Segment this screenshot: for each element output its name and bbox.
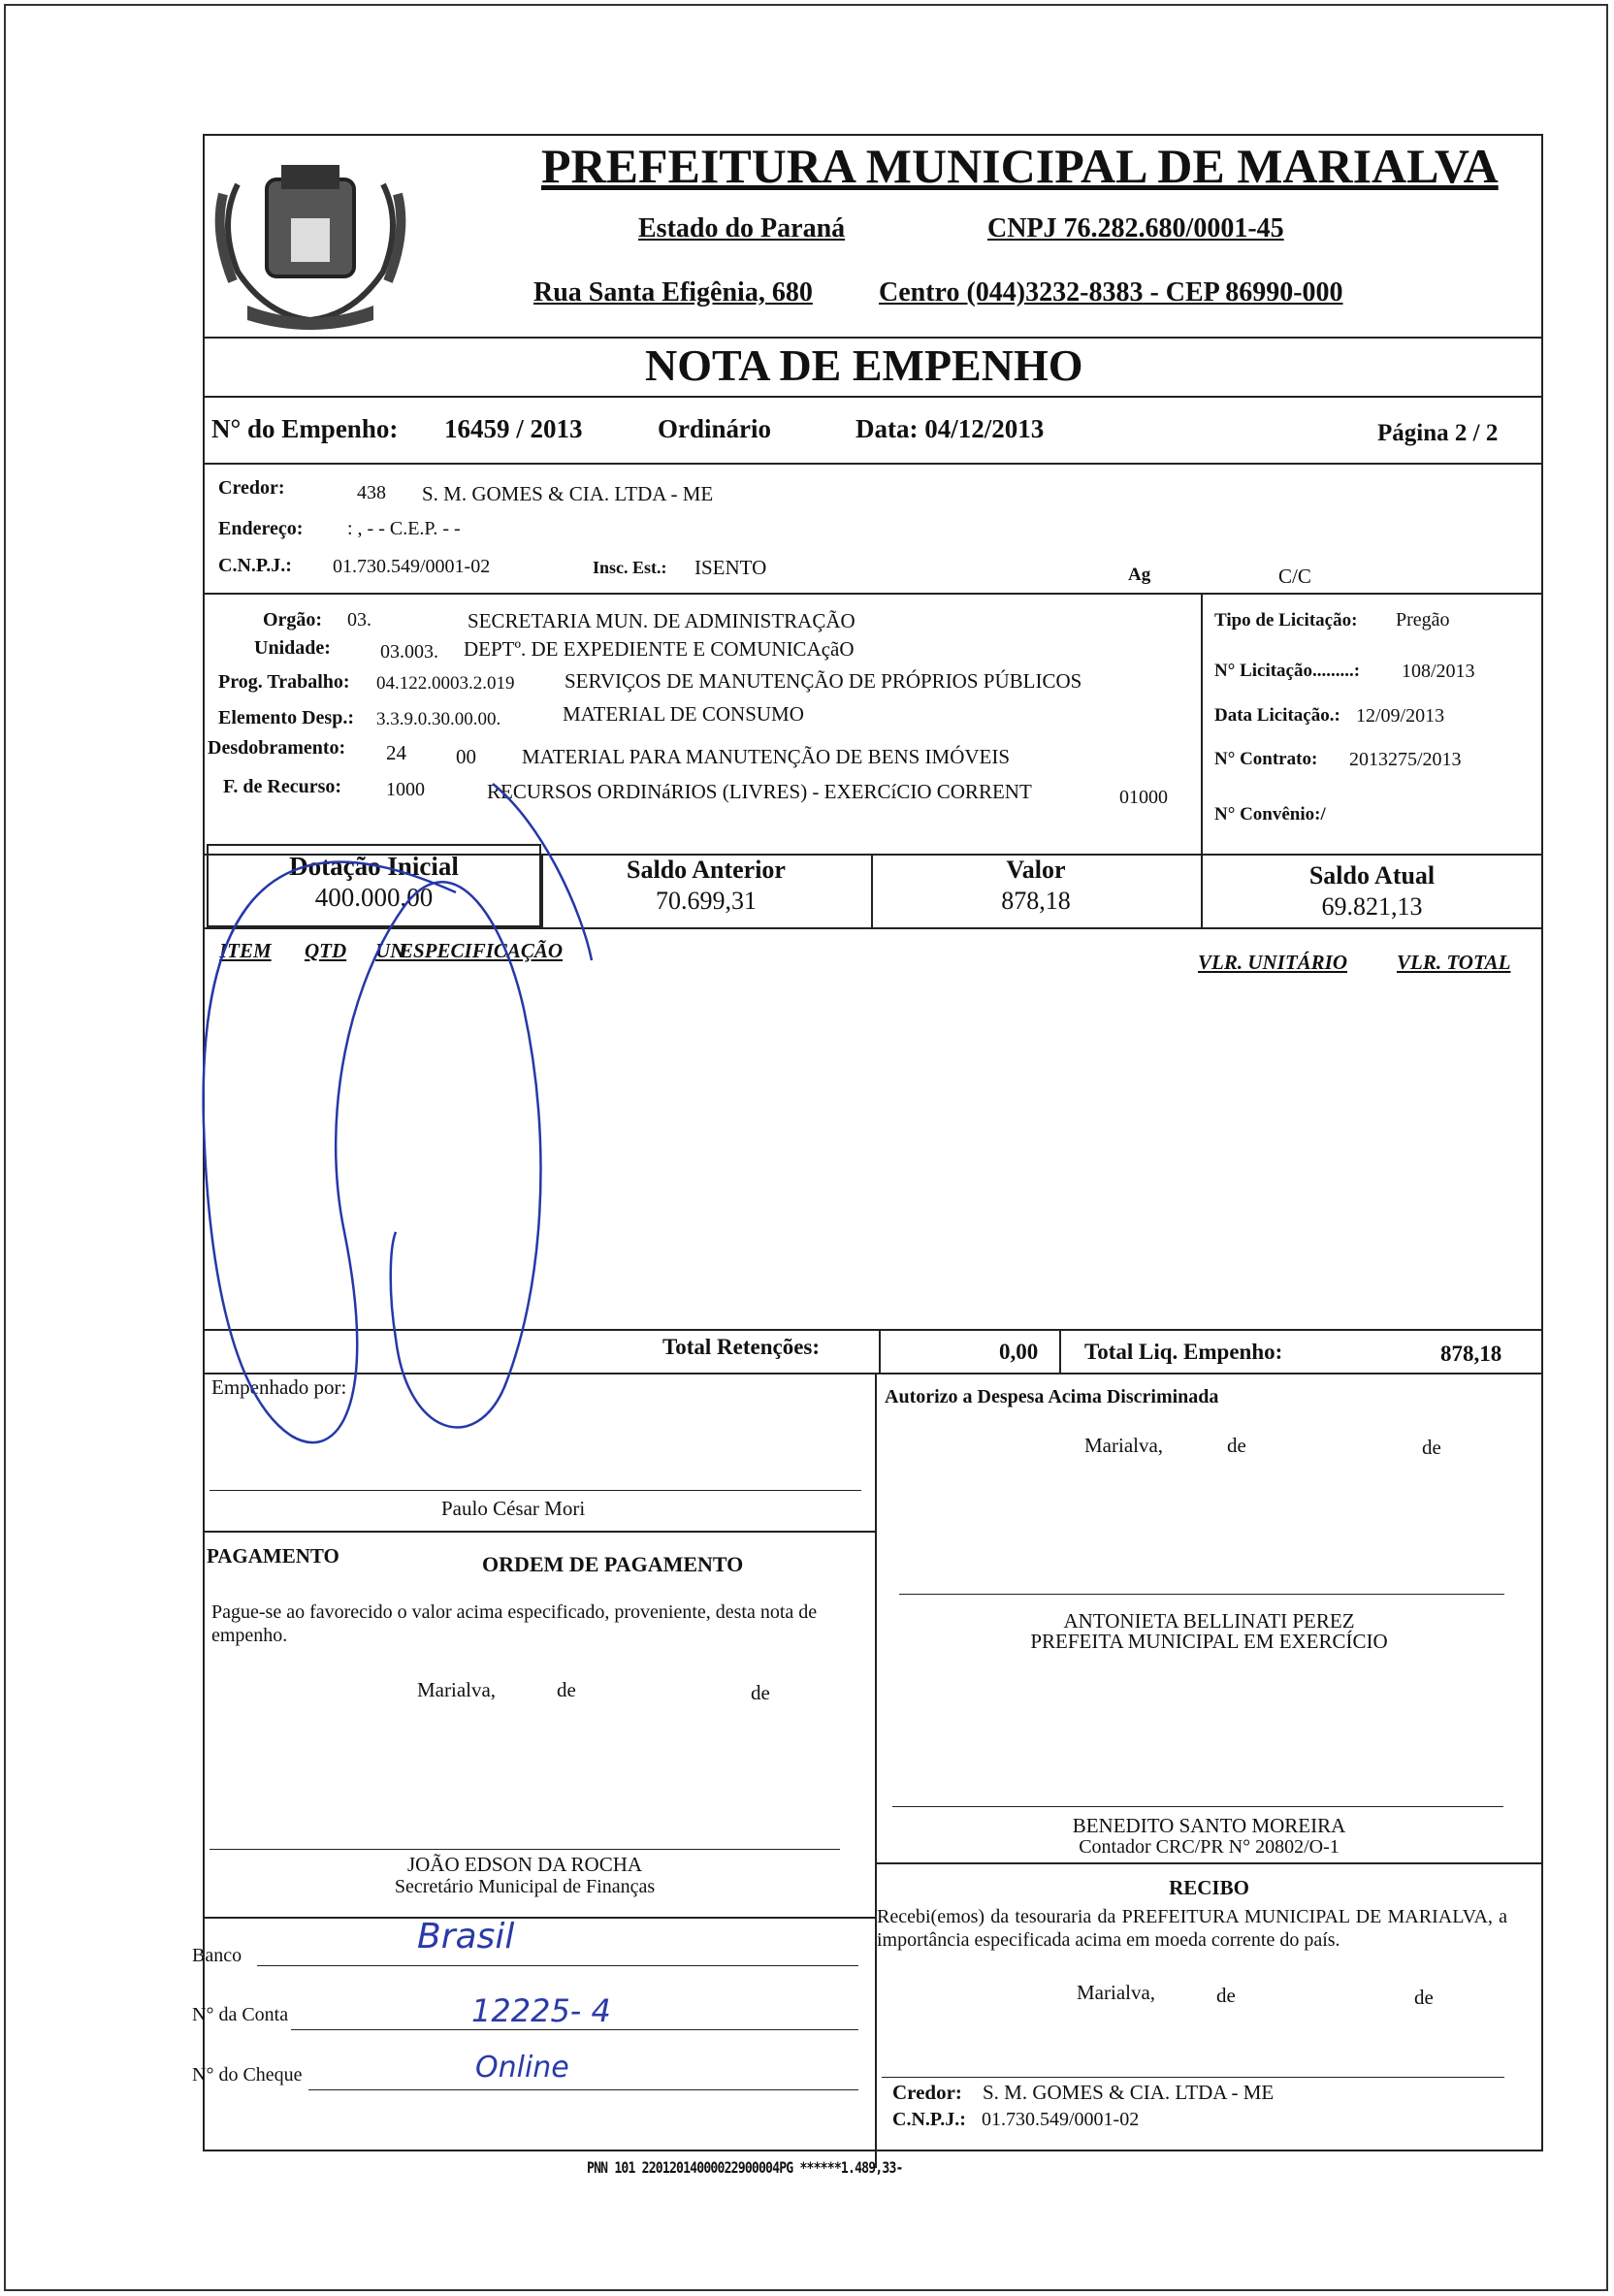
recibo-credor-value: S. M. GOMES & CIA. LTDA - ME xyxy=(983,2081,1275,2104)
cheque-label: N° do Cheque xyxy=(192,2064,303,2086)
elemento-code: 3.3.9.0.30.00.00. xyxy=(376,709,501,729)
prog-label: Prog. Trabalho: xyxy=(218,671,350,693)
contador-title: Contador CRC/PR N° 20802/O-1 xyxy=(1079,1836,1340,1858)
numero-licitacao-label: N° Licitação.........: xyxy=(1214,661,1361,681)
contrato-label: N° Contrato: xyxy=(1214,749,1318,769)
ag-label: Ag xyxy=(1128,565,1151,585)
prefeita-title: PREFEITA MUNICIPAL EM EXERCÍCIO xyxy=(1030,1630,1388,1653)
total-retencoes-value: 0,00 xyxy=(999,1340,1039,1364)
saldo-atual-value: 69.821,13 xyxy=(1321,892,1423,921)
endereco-value: : , - - C.E.P. - - xyxy=(347,518,461,539)
elemento-desc: MATERIAL DE CONSUMO xyxy=(563,702,804,726)
recurso-code: 1000 xyxy=(386,779,425,800)
conta-value: 12225- 4 xyxy=(471,1992,611,2029)
orgao-code: 03. xyxy=(347,609,371,631)
banco-value: Brasil xyxy=(417,1917,515,1956)
autorizo-de-2: de xyxy=(1422,1436,1441,1459)
total-liq-value: 878,18 xyxy=(1440,1342,1502,1366)
pagamento-text: Pague-se ao favorecido o valor acima especificado, proveniente, desta nota de empenho. xyxy=(211,1601,818,1646)
cnpj-label: C.N.P.J.: xyxy=(218,555,292,576)
page-number: Página 2 / 2 xyxy=(1377,420,1499,446)
recurso-extra: 01000 xyxy=(1119,787,1168,808)
recibo-cnpj-label: C.N.P.J.: xyxy=(892,2109,966,2130)
col-un: UN xyxy=(375,939,405,962)
orgao-desc: SECRETARIA MUN. DE ADMINISTRAÇÃO xyxy=(468,609,855,632)
header-state: Estado do Paraná xyxy=(638,213,846,243)
recurso-desc: RECURSOS ORDINáRIOS (LIVRES) - EXERCíCIO CORRENT xyxy=(487,780,1032,803)
insc-value: ISENTO xyxy=(694,556,767,579)
col-vlr-total: VLR. TOTAL xyxy=(1397,951,1511,974)
recibo-de-2: de xyxy=(1414,1986,1434,2009)
pagamento-de-2: de xyxy=(751,1681,770,1704)
desdobramento-desc: MATERIAL PARA MANUTENÇÃO DE BENS IMÓVEIS xyxy=(522,745,1011,768)
autorizo-de-1: de xyxy=(1227,1434,1246,1457)
cheque-value: Online xyxy=(475,2051,569,2085)
recibo-credor-label: Credor: xyxy=(892,2081,962,2104)
data-licitacao-value: 12/09/2013 xyxy=(1356,705,1445,727)
empenho-type: Ordinário xyxy=(658,414,772,443)
empenho-date: Data: 04/12/2013 xyxy=(855,414,1045,443)
header-address: Rua Santa Efigênia, 680 xyxy=(533,277,813,307)
credor-label: Credor: xyxy=(218,477,285,499)
numero-licitacao-value: 108/2013 xyxy=(1402,661,1475,682)
pagamento-de-1: de xyxy=(557,1678,576,1701)
saldo-anterior-value: 70.699,31 xyxy=(656,887,757,915)
footer-code: PNN 101 22012014000022900004PG ******1.489,33- xyxy=(587,2158,903,2177)
desdobramento-code: 24 xyxy=(386,741,406,764)
contrato-value: 2013275/2013 xyxy=(1349,749,1462,770)
ordem-pagamento-label: ORDEM DE PAGAMENTO xyxy=(482,1552,744,1576)
col-qtd: QTD xyxy=(305,939,347,962)
dotacao-label: Dotação Inicial xyxy=(289,852,459,881)
endereco-label: Endereço: xyxy=(218,518,304,539)
col-item: ITEM xyxy=(219,939,272,962)
empenhado-por-name: Paulo César Mori xyxy=(441,1497,586,1520)
desdobramento-label: Desdobramento: xyxy=(208,737,346,759)
empenho-label: N° do Empenho: xyxy=(211,414,399,443)
recibo-label: RECIBO xyxy=(1169,1876,1249,1899)
credor-name: S. M. GOMES & CIA. LTDA - ME xyxy=(422,482,714,505)
valor-label: Valor xyxy=(1006,856,1066,884)
autorizo-city: Marialva, xyxy=(1084,1434,1164,1457)
valor-value: 878,18 xyxy=(1001,887,1071,915)
elemento-label: Elemento Desp.: xyxy=(218,707,354,728)
recibo-text: Recebi(emos) da tesouraria da PREFEITURA MUNICIPAL DE MARIALVA, a importância especificada acima em moeda corrente do país. xyxy=(877,1906,1507,1951)
empenhado-por-label: Empenhado por: xyxy=(211,1375,347,1399)
tipo-licitacao-value: Pregão xyxy=(1396,609,1450,631)
saldo-anterior-label: Saldo Anterior xyxy=(627,856,786,884)
header-title: PREFEITURA MUNICIPAL DE MARIALVA xyxy=(541,139,1499,193)
banco-label: Banco xyxy=(192,1945,242,1966)
convenio-label: N° Convênio:/ xyxy=(1214,804,1326,825)
insc-label: Insc. Est.: xyxy=(593,558,667,577)
desdobramento-sub: 00 xyxy=(456,745,476,768)
tipo-licitacao-label: Tipo de Licitação: xyxy=(1214,610,1358,631)
col-especificacao: ESPECIFICAÇÃO xyxy=(400,939,564,962)
pagamento-label: PAGAMENTO xyxy=(207,1544,339,1568)
prog-desc: SERVIÇOS DE MANUTENÇÃO DE PRÓPRIOS PÚBLICOS xyxy=(565,669,1082,693)
recibo-de-1: de xyxy=(1216,1984,1236,2007)
doc-title: NOTA DE EMPENHO xyxy=(645,340,1083,390)
autorizo-label: Autorizo a Despesa Acima Discriminada xyxy=(885,1386,1219,1407)
total-retencoes-label: Total Retenções: xyxy=(662,1335,821,1359)
data-licitacao-label: Data Licitação.: xyxy=(1214,705,1340,726)
recurso-label: F. de Recurso: xyxy=(223,776,342,797)
recibo-city: Marialva, xyxy=(1077,1981,1156,2004)
secretario-title: Secretário Municipal de Finanças xyxy=(394,1876,656,1897)
total-liq-label: Total Liq. Empenho: xyxy=(1084,1340,1283,1364)
header-district-phone: Centro (044)3232-8383 - CEP 86990-000 xyxy=(879,277,1343,307)
cc-label: C/C xyxy=(1278,565,1311,588)
cnpj-value: 01.730.549/0001-02 xyxy=(333,556,491,577)
unidade-code: 03.003. xyxy=(380,641,438,663)
recibo-cnpj-value: 01.730.549/0001-02 xyxy=(982,2109,1140,2130)
saldo-atual-label: Saldo Atual xyxy=(1308,861,1436,889)
conta-label: N° da Conta xyxy=(192,2004,289,2025)
contador-name: BENEDITO SANTO MOREIRA xyxy=(1072,1814,1346,1837)
dotacao-value: 400.000,00 xyxy=(314,883,434,912)
prefeita-name: ANTONIETA BELLINATI PEREZ xyxy=(1063,1609,1355,1633)
header-cnpj: CNPJ 76.282.680/0001-45 xyxy=(987,213,1284,243)
unidade-label: Unidade: xyxy=(254,637,331,659)
orgao-label: Orgão: xyxy=(263,609,323,631)
empenho-number: 16459 / 2013 xyxy=(444,414,583,443)
col-vlr-unitario: VLR. UNITÁRIO xyxy=(1198,951,1348,974)
secretario-name: JOÃO EDSON DA ROCHA xyxy=(406,1853,643,1876)
pagamento-city: Marialva, xyxy=(417,1678,497,1701)
prog-code: 04.122.0003.2.019 xyxy=(376,673,515,694)
credor-code: 438 xyxy=(357,482,386,503)
unidade-desc: DEPTº. DE EXPEDIENTE E COMUNICAçãO xyxy=(464,637,855,661)
